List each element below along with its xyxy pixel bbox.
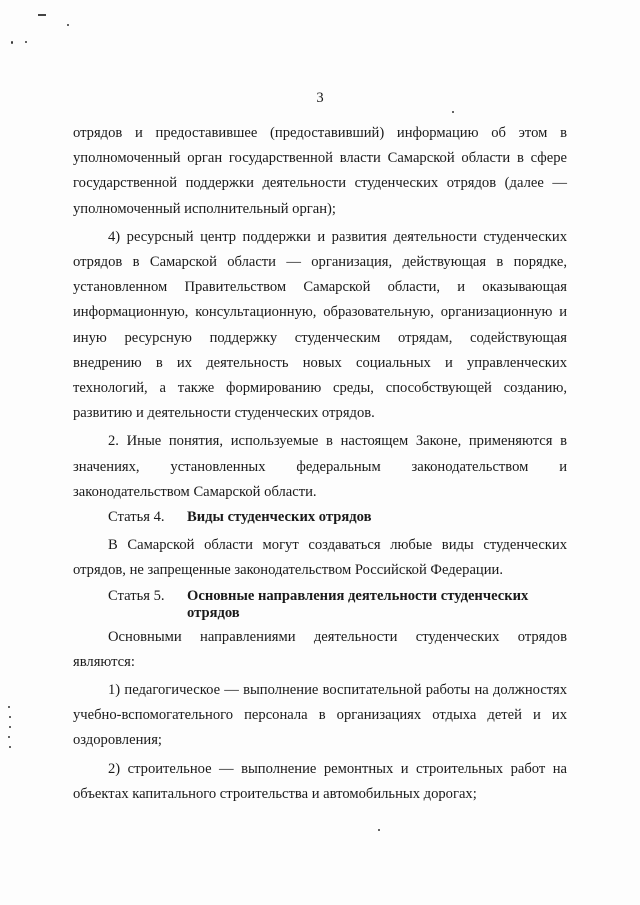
scan-speck (378, 829, 380, 831)
article-4-heading (73, 505, 567, 530)
scan-speck (9, 726, 11, 728)
page-number: 3 (316, 90, 324, 106)
scan-speck (9, 746, 11, 748)
scan-speck (452, 111, 454, 113)
article-4-number: Статья 4. (108, 509, 165, 526)
document-body (73, 121, 567, 807)
scan-speck (8, 706, 10, 708)
article-4-title: Виды студенческих отрядов (187, 509, 372, 526)
paragraph-continuation: отрядов и предоставившее (предоставивший) информацию об этом в уполномоченный орган государственной власти Самарской области в сфере государственной поддержки деятельности студенческих отрядов (далее — уполномоченный исполнительный орган); (73, 125, 567, 217)
paragraph-item-2-construction: 2) строительное — выполнение ремонтных и строительных работ на объектах капитального строительства и автомобильных дорогах; (73, 760, 567, 802)
paragraph-clause-2: 2. Иные понятия, используемые в настоящем Законе, применяются в значениях, установленных федеральным законодательством и законодательством Самарской области. (73, 433, 567, 500)
paragraph-article-5-intro: Основными направлениями деятельности студенческих отрядов являются: (73, 628, 567, 670)
scan-speck (9, 716, 11, 718)
article-5-heading (73, 584, 567, 622)
article-5-number: Статья 5. (108, 587, 165, 604)
scan-speck (11, 41, 13, 44)
scan-mark (38, 14, 46, 16)
scan-speck (8, 736, 10, 738)
scan-speck (25, 41, 27, 43)
paragraph-article-4-text: В Самарской области могут создаваться любые виды студенческих отрядов, не запрещенные законодательством Российской Федерации. (73, 537, 567, 579)
paragraph-item-4: 4) ресурсный центр поддержки и развития деятельности студенческих отрядов в Самарской области — организация, действующая в порядке, установленном Правительством Самарской области, и оказывающая информационную, консультационную, образовательную, организационную и иную ресурсную поддержку студенческим отрядам, содействующая внедрению в их деятельность новых социальных и управленческих технологий, а также формированию среды, способствующей созданию, развитию и деятельности студенческих отрядов. (73, 228, 567, 422)
scan-speck (67, 24, 69, 26)
article-5-title: Основные направления деятельности студенческих отрядов (187, 587, 529, 621)
paragraph-item-1-pedagogical: 1) педагогическое — выполнение воспитательной работы на должностях учебно-вспомогательного персонала в организациях отдыха детей и их оздоровления; (73, 682, 567, 749)
